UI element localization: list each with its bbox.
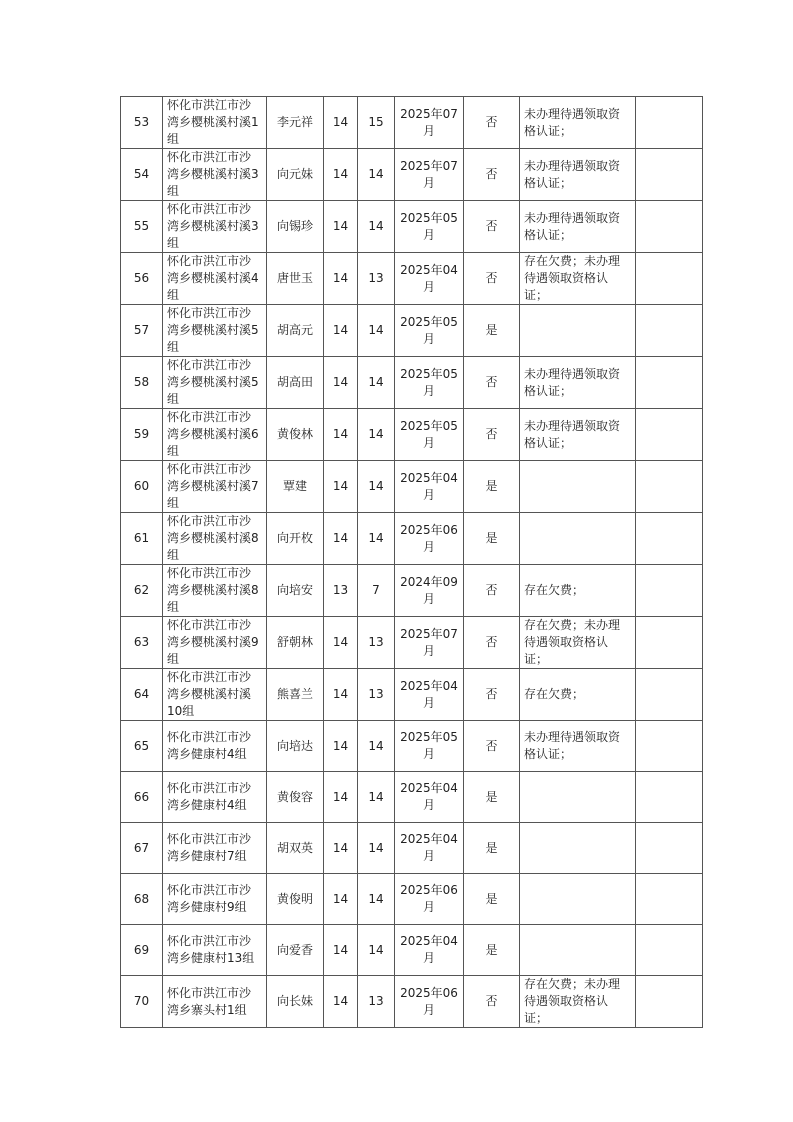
count-a-cell: 14 <box>324 253 358 305</box>
count-a-cell: 14 <box>324 513 358 565</box>
count-b-cell: 14 <box>358 357 395 409</box>
blank-cell <box>636 97 703 149</box>
row-number: 63 <box>121 617 163 669</box>
address-cell: 怀化市洪江市沙湾乡樱桃溪村溪4组 <box>163 253 267 305</box>
row-number: 58 <box>121 357 163 409</box>
row-number: 70 <box>121 976 163 1028</box>
row-number: 59 <box>121 409 163 461</box>
status-cell: 否 <box>464 721 520 772</box>
name-cell: 覃建 <box>267 461 324 513</box>
status-cell: 是 <box>464 513 520 565</box>
count-b-cell: 13 <box>358 976 395 1028</box>
count-b-cell: 7 <box>358 565 395 617</box>
row-number: 69 <box>121 925 163 976</box>
count-b-cell: 14 <box>358 772 395 823</box>
status-cell: 否 <box>464 976 520 1028</box>
table-row <box>121 617 703 669</box>
count-a-cell: 14 <box>324 357 358 409</box>
date-cell: 2025年06月 <box>395 513 464 565</box>
table-row <box>121 357 703 409</box>
address-cell: 怀化市洪江市沙湾乡健康村7组 <box>163 823 267 874</box>
date-cell: 2024年09月 <box>395 565 464 617</box>
name-cell: 李元祥 <box>267 97 324 149</box>
blank-cell <box>636 305 703 357</box>
date-cell: 2025年04月 <box>395 823 464 874</box>
table-row <box>121 305 703 357</box>
table-row <box>121 461 703 513</box>
status-cell: 是 <box>464 925 520 976</box>
address-cell: 怀化市洪江市沙湾乡健康村13组 <box>163 925 267 976</box>
note-cell: 存在欠费； <box>520 565 636 617</box>
row-number: 62 <box>121 565 163 617</box>
name-cell: 向培达 <box>267 721 324 772</box>
blank-cell <box>636 772 703 823</box>
row-number: 66 <box>121 772 163 823</box>
note-cell <box>520 305 636 357</box>
count-b-cell: 14 <box>358 721 395 772</box>
count-a-cell: 14 <box>324 149 358 201</box>
status-cell: 是 <box>464 772 520 823</box>
note-cell: 存在欠费； <box>520 669 636 721</box>
address-cell: 怀化市洪江市沙湾乡樱桃溪村溪8组 <box>163 513 267 565</box>
status-cell: 否 <box>464 617 520 669</box>
table-row <box>121 201 703 253</box>
table-row <box>121 925 703 976</box>
address-cell: 怀化市洪江市沙湾乡健康村9组 <box>163 874 267 925</box>
count-b-cell: 14 <box>358 925 395 976</box>
date-cell: 2025年04月 <box>395 461 464 513</box>
date-cell: 2025年05月 <box>395 721 464 772</box>
note-cell: 未办理待遇领取资格认证； <box>520 149 636 201</box>
blank-cell <box>636 565 703 617</box>
address-cell: 怀化市洪江市沙湾乡樱桃溪村溪6组 <box>163 409 267 461</box>
count-b-cell: 14 <box>358 149 395 201</box>
date-cell: 2025年07月 <box>395 617 464 669</box>
count-b-cell: 14 <box>358 305 395 357</box>
table-row <box>121 976 703 1028</box>
address-cell: 怀化市洪江市沙湾乡樱桃溪村溪3组 <box>163 149 267 201</box>
name-cell: 熊喜兰 <box>267 669 324 721</box>
blank-cell <box>636 149 703 201</box>
note-cell <box>520 772 636 823</box>
count-b-cell: 14 <box>358 823 395 874</box>
row-number: 68 <box>121 874 163 925</box>
count-b-cell: 14 <box>358 409 395 461</box>
count-a-cell: 14 <box>324 669 358 721</box>
status-cell: 否 <box>464 201 520 253</box>
note-cell: 存在欠费；未办理待遇领取资格认证； <box>520 253 636 305</box>
status-cell: 否 <box>464 409 520 461</box>
blank-cell <box>636 253 703 305</box>
blank-cell <box>636 823 703 874</box>
name-cell: 黄俊明 <box>267 874 324 925</box>
name-cell: 向元妹 <box>267 149 324 201</box>
table-row <box>121 823 703 874</box>
blank-cell <box>636 617 703 669</box>
address-cell: 怀化市洪江市沙湾乡健康村4组 <box>163 772 267 823</box>
date-cell: 2025年05月 <box>395 357 464 409</box>
count-b-cell: 14 <box>358 201 395 253</box>
date-cell: 2025年04月 <box>395 669 464 721</box>
roster-table <box>120 96 703 1028</box>
name-cell: 向长妹 <box>267 976 324 1028</box>
table-row <box>121 409 703 461</box>
row-number: 60 <box>121 461 163 513</box>
address-cell: 怀化市洪江市沙湾乡樱桃溪村溪7组 <box>163 461 267 513</box>
count-a-cell: 13 <box>324 565 358 617</box>
address-cell: 怀化市洪江市沙湾乡樱桃溪村溪9组 <box>163 617 267 669</box>
status-cell: 否 <box>464 149 520 201</box>
address-cell: 怀化市洪江市沙湾乡寨头村1组 <box>163 976 267 1028</box>
count-b-cell: 13 <box>358 669 395 721</box>
note-cell <box>520 925 636 976</box>
row-number: 64 <box>121 669 163 721</box>
name-cell: 胡高田 <box>267 357 324 409</box>
date-cell: 2025年04月 <box>395 925 464 976</box>
table-row <box>121 874 703 925</box>
blank-cell <box>636 669 703 721</box>
count-a-cell: 14 <box>324 721 358 772</box>
count-b-cell: 15 <box>358 97 395 149</box>
date-cell: 2025年05月 <box>395 409 464 461</box>
date-cell: 2025年06月 <box>395 874 464 925</box>
roster-body <box>121 97 703 1028</box>
row-number: 67 <box>121 823 163 874</box>
count-a-cell: 14 <box>324 772 358 823</box>
blank-cell <box>636 721 703 772</box>
blank-cell <box>636 874 703 925</box>
table-row <box>121 253 703 305</box>
blank-cell <box>636 513 703 565</box>
count-b-cell: 13 <box>358 253 395 305</box>
count-a-cell: 14 <box>324 925 358 976</box>
row-number: 65 <box>121 721 163 772</box>
name-cell: 唐世玉 <box>267 253 324 305</box>
name-cell: 舒朝林 <box>267 617 324 669</box>
table-row <box>121 565 703 617</box>
status-cell: 是 <box>464 305 520 357</box>
blank-cell <box>636 461 703 513</box>
count-b-cell: 13 <box>358 617 395 669</box>
blank-cell <box>636 201 703 253</box>
note-cell <box>520 874 636 925</box>
address-cell: 怀化市洪江市沙湾乡樱桃溪村溪8组 <box>163 565 267 617</box>
count-a-cell: 14 <box>324 823 358 874</box>
note-cell <box>520 513 636 565</box>
name-cell: 向培安 <box>267 565 324 617</box>
count-a-cell: 14 <box>324 874 358 925</box>
address-cell: 怀化市洪江市沙湾乡樱桃溪村溪3组 <box>163 201 267 253</box>
count-b-cell: 14 <box>358 874 395 925</box>
note-cell: 未办理待遇领取资格认证； <box>520 409 636 461</box>
name-cell: 黄俊容 <box>267 772 324 823</box>
status-cell: 否 <box>464 669 520 721</box>
count-a-cell: 14 <box>324 409 358 461</box>
date-cell: 2025年07月 <box>395 97 464 149</box>
status-cell: 否 <box>464 97 520 149</box>
count-a-cell: 14 <box>324 976 358 1028</box>
address-cell: 怀化市洪江市沙湾乡樱桃溪村溪10组 <box>163 669 267 721</box>
note-cell <box>520 823 636 874</box>
note-cell: 未办理待遇领取资格认证； <box>520 721 636 772</box>
name-cell: 黄俊林 <box>267 409 324 461</box>
name-cell: 向开枚 <box>267 513 324 565</box>
date-cell: 2025年04月 <box>395 772 464 823</box>
date-cell: 2025年05月 <box>395 305 464 357</box>
row-number: 56 <box>121 253 163 305</box>
status-cell: 是 <box>464 823 520 874</box>
note-cell: 存在欠费；未办理待遇领取资格认证； <box>520 617 636 669</box>
table-row <box>121 721 703 772</box>
blank-cell <box>636 925 703 976</box>
row-number: 54 <box>121 149 163 201</box>
status-cell: 是 <box>464 461 520 513</box>
count-a-cell: 14 <box>324 461 358 513</box>
date-cell: 2025年05月 <box>395 201 464 253</box>
status-cell: 否 <box>464 357 520 409</box>
note-cell: 未办理待遇领取资格认证； <box>520 201 636 253</box>
row-number: 55 <box>121 201 163 253</box>
count-a-cell: 14 <box>324 201 358 253</box>
row-number: 57 <box>121 305 163 357</box>
table-row <box>121 669 703 721</box>
table-row <box>121 513 703 565</box>
name-cell: 胡高元 <box>267 305 324 357</box>
count-a-cell: 14 <box>324 617 358 669</box>
table-row <box>121 149 703 201</box>
blank-cell <box>636 409 703 461</box>
name-cell: 向爱香 <box>267 925 324 976</box>
date-cell: 2025年07月 <box>395 149 464 201</box>
row-number: 61 <box>121 513 163 565</box>
table-row <box>121 772 703 823</box>
address-cell: 怀化市洪江市沙湾乡樱桃溪村溪1组 <box>163 97 267 149</box>
status-cell: 否 <box>464 253 520 305</box>
note-cell <box>520 461 636 513</box>
blank-cell <box>636 976 703 1028</box>
name-cell: 向锡珍 <box>267 201 324 253</box>
note-cell: 存在欠费；未办理待遇领取资格认证； <box>520 976 636 1028</box>
date-cell: 2025年06月 <box>395 976 464 1028</box>
address-cell: 怀化市洪江市沙湾乡樱桃溪村溪5组 <box>163 305 267 357</box>
address-cell: 怀化市洪江市沙湾乡樱桃溪村溪5组 <box>163 357 267 409</box>
note-cell: 未办理待遇领取资格认证； <box>520 357 636 409</box>
name-cell: 胡双英 <box>267 823 324 874</box>
blank-cell <box>636 357 703 409</box>
date-cell: 2025年04月 <box>395 253 464 305</box>
status-cell: 是 <box>464 874 520 925</box>
count-b-cell: 14 <box>358 461 395 513</box>
note-cell: 未办理待遇领取资格认证； <box>520 97 636 149</box>
status-cell: 否 <box>464 565 520 617</box>
count-a-cell: 14 <box>324 305 358 357</box>
count-b-cell: 14 <box>358 513 395 565</box>
count-a-cell: 14 <box>324 97 358 149</box>
address-cell: 怀化市洪江市沙湾乡健康村4组 <box>163 721 267 772</box>
table-row <box>121 97 703 149</box>
row-number: 53 <box>121 97 163 149</box>
